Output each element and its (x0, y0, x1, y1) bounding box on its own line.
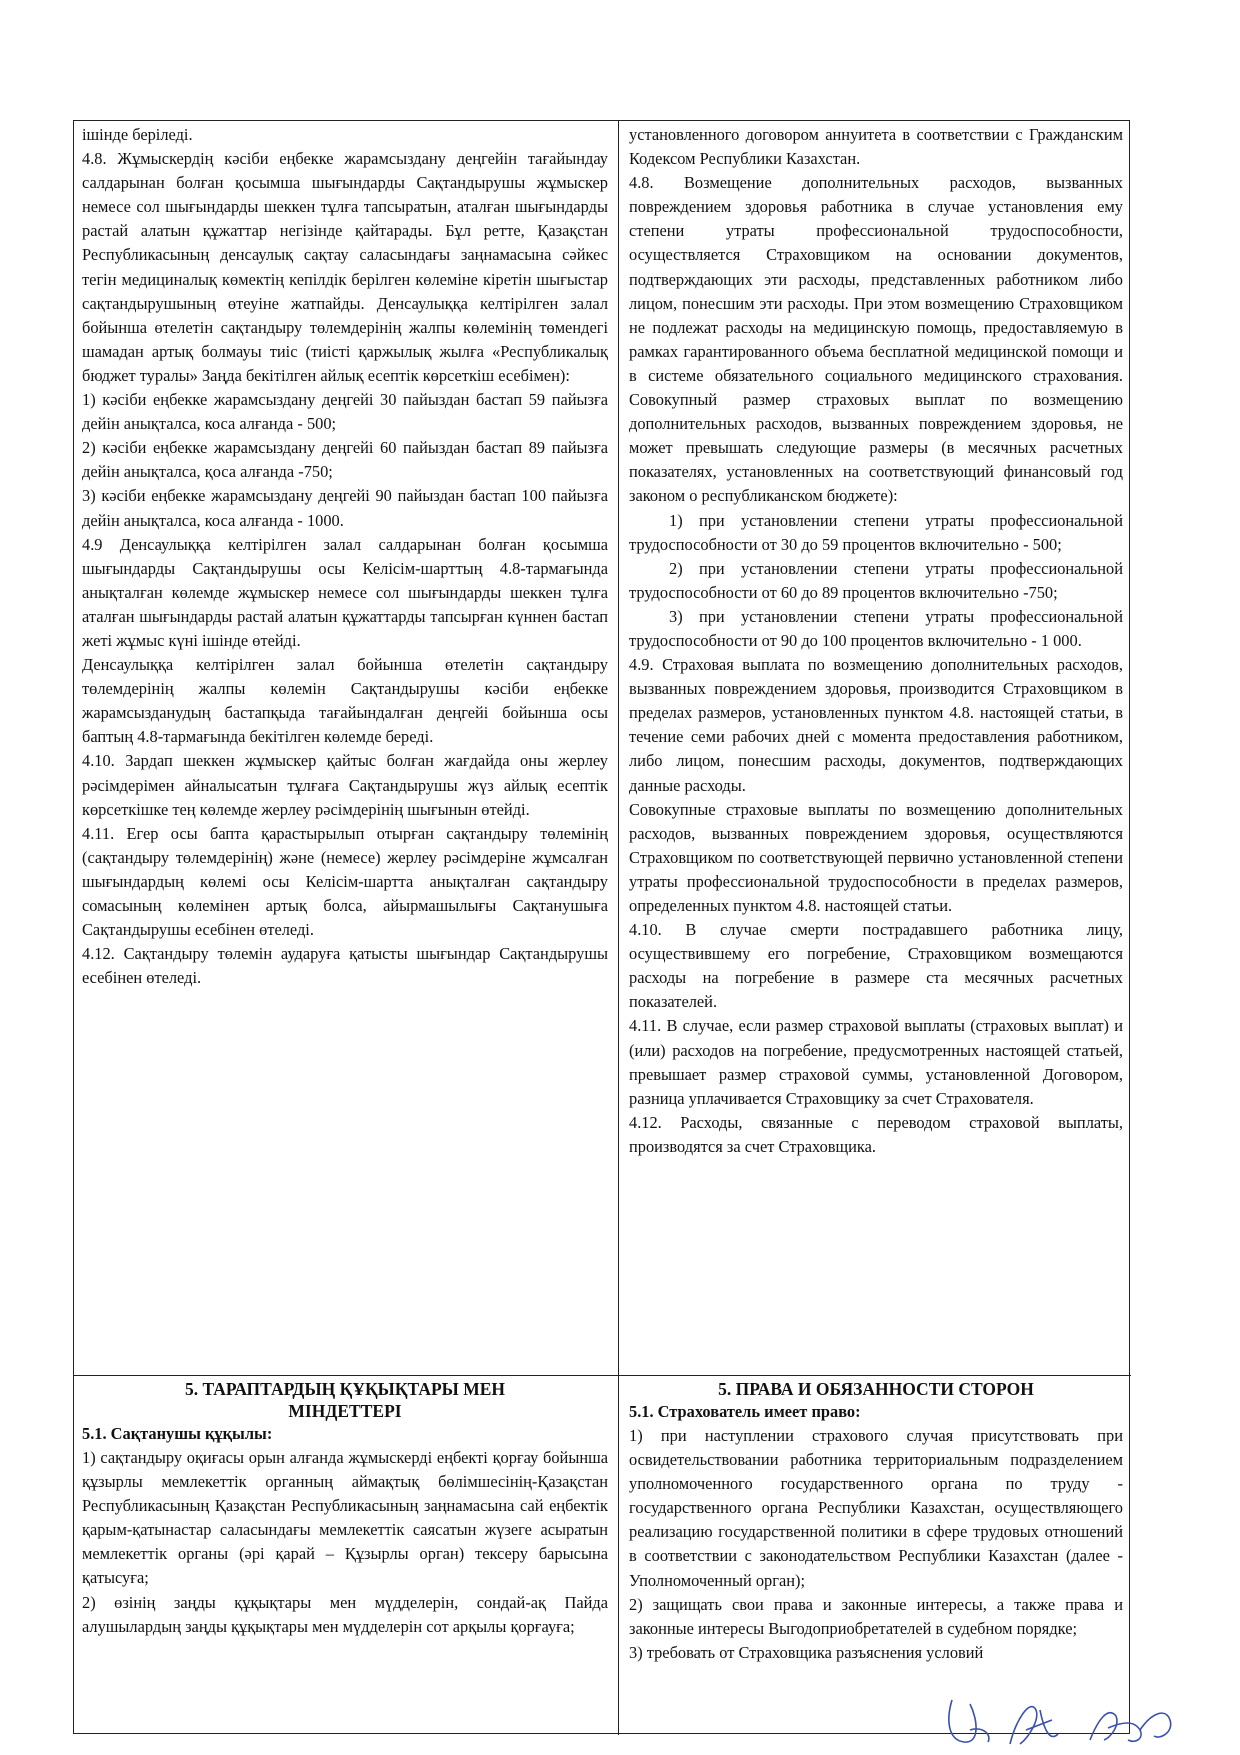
kz-list-item: 1) сақтандыру оқиғасы орын алғанда жұмыскерді еңбекті қорғау бойынша құзырлы мемлекеттік органның аймақтық бөлімшесінің-Қазақстан Республикасының Қазақстан Республикасының заңнамасына сай еңбектік қарым-қатынастар саласындағы мемлекеттік саясатын жүзеге асыратын мемлекеттік органы (әрі қарай – Құзырлы орган) тексеру барысына қатысуға; (82, 1448, 608, 1588)
ru-paragraph: установленного договором аннуитета в соответствии с Гражданским Кодексом Республики Казахстан. (629, 125, 1123, 169)
ru-subheading: 5.1. Страхователь имеет право: (629, 1402, 861, 1421)
ru-paragraph: 4.12. Расходы, связанные с переводом страховой выплаты, производятся за счет Страховщика. (629, 1112, 1123, 1156)
ru-list-item: 1) при наступлении страхового случая присутствовать при освидетельствовании работника территориальным подразделением уполномоченного государственного органа по труду - государственного органа Республики Казахстан, осуществляющего реализацию государственной политики в сфере трудовых отношений в соответствии с законодательством Республики Казахстан (далее - Уполномоченный орган); (629, 1426, 1123, 1590)
ru-paragraph: 2) при установлении степени утраты профессиональной трудоспособности от 60 до 89 процентов включительно -750; (629, 558, 1123, 602)
kz-paragraph: 4.10. Зардап шеккен жұмыскер қайтыс болған жағдайда оны жерлеу рәсімдерімен айналысатын тұлғаға Сақтандырушы жүз айлық есептік көрсеткішке тең көлемде жерлеу рәсімдерінің шығынын өтейді. (82, 751, 608, 819)
kz-section-heading: 5. ТАРАПТАРДЫҢ ҚҰҚЫҚТАРЫ МЕН (184, 1379, 506, 1399)
kz-column-bottom (74, 1376, 619, 1735)
kz-section-heading-line2: МІНДЕТТЕРІ (288, 1401, 402, 1421)
ru-list-item: 2) защищать свои права и законные интересы, а также права и законные интересы Выгодоприобретателей в судебном порядке; (629, 1594, 1123, 1638)
kz-paragraph: 4.8. Жұмыскердің кәсіби еңбекке жарамсыздану деңгейін тағайындау салдарынан болған қосымша шығындарды Сақтандырушы жұмыскер немесе сол шығындарды шеккен тұлға тапсыратын, аталған шығындарды растай алатын құжаттар негізінде қайтарады. Бұл ретте, Қазақстан Республикасының денсаулық сақтау саласындағы заңнамасына сәйкес тегін медициналық көмектің кепілдік берілген көлеміне кіретін шығыстар сақтандырушының өтеуіне жатпайды. Денсаулыққа келтірілген залал бойынша өтелетін сақтандыру төлемдерінің жалпы көлемінің төмендегі шамадан артық болмауы тиіс (тиісті қаржылық жылға «Республикалық бюджет туралы» Заңда бекітілген айлық есептік көрсеткіш есебімен): (82, 149, 608, 385)
kz-column-top (74, 121, 619, 1376)
ru-column-bottom (619, 1376, 1131, 1735)
ru-paragraph: Совокупные страховые выплаты по возмещению дополнительных расходов, вызванных повреждением здоровья, осуществляются Страховщиком по соответствующей первично установленной степени утраты профессиональной трудоспособности в пределах размеров, определенных пунктом 4.8. настоящей статьи. (629, 799, 1123, 915)
kz-paragraph: 3) кәсіби еңбекке жарамсыздану деңгейі 90 пайыздан бастап 100 пайызға дейін анықталса, коса алғанда - 1000. (82, 486, 608, 530)
ru-paragraph: 4.10. В случае смерти пострадавшего работника лицу, осуществившему его погребение, Страховщиком возмещаются расходы на погребение в размере ста месячных расчетных показателей. (629, 920, 1123, 1012)
kz-subheading: 5.1. Сақтанушы құқылы: (82, 1424, 273, 1443)
kz-paragraph: 4.12. Сақтандыру төлемін аударуға қатысты шығындар Сақтандырушы есебінен өтеледі. (82, 944, 608, 988)
signature-icon (940, 1690, 1190, 1750)
ru-paragraph: 4.11. В случае, если размер страховой выплаты (страховых выплат) и (или) расходов на погребение, предусмотренных настоящей статьей, превышает размер страховой суммы, установленной Договором, разница уплачивается Страховщику за счет Страхователя. (629, 1016, 1123, 1108)
ru-paragraph: 3) при установлении степени утраты профессиональной трудоспособности от 90 до 100 процентов включительно - 1 000. (629, 606, 1123, 650)
kz-paragraph: ішінде беріледі. (82, 125, 193, 144)
bilingual-contract-table (73, 120, 1130, 1734)
ru-paragraph: 1) при установлении степени утраты профессиональной трудоспособности от 30 до 59 процентов включительно - 500; (629, 510, 1123, 554)
kz-paragraph: 1) кәсіби еңбекке жарамсыздану деңгейі 30 пайыздан бастап 59 пайызға дейін анықталса, коса алғанда - 500; (82, 390, 608, 434)
kz-paragraph: 2) кәсіби еңбекке жарамсыздану деңгейі 60 пайыздан бастап 89 пайызға дейін анықталса, қоса алғанда -750; (82, 438, 608, 482)
kz-paragraph: Денсаулыққа келтірілген залал бойынша өтелетін сақтандыру төлемдерінің жалпы көлемін Сақтандырушы кәсіби еңбекке жарамсызданудың бастапқыда тағайындалған деңгейі бойынша осы баптың 4.8-тармағында бекітілген көлемде береді. (82, 655, 608, 747)
kz-paragraph: 4.9 Денсаулыққа келтірілген залал салдарынан болған қосымша шығындарды Сақтандырушы осы Келісім-шарттың 4.8-тармағында анықталған көлемде жұмыскер немесе сол шығындарды шеккен тұлға аталған шығындарды растай алатын құжаттарды тапсырған күннен бастап жеті жұмыс күні ішінде өтейді. (82, 534, 608, 650)
kz-paragraph: 4.11. Егер осы бапта қарастырылып отырған сақтандыру төлемінің (сақтандыру төлемдерінің) және (немесе) жерлеу рәсімдеріне жұмсалған шығындардың көлемі осы Келісім-шартта анықталған сақтандыру сомасының көлемінен артық болса, айырмашылығы Сақтанушыға Сақтандырушы есебінен өтеледі. (82, 823, 608, 940)
handwritten-signatures (940, 1690, 1190, 1750)
ru-paragraph: 4.9. Страховая выплата по возмещению дополнительных расходов, вызванных повреждением здоровья, производится Страховщиком в пределах размеров, установленных пунктом 4.8. настоящей статьи, в течение семи рабочих дней с момента предоставления работником, либо лицом, понесшим расходы, документов, подтверждающих данные расходы. (629, 655, 1123, 795)
ru-list-item: 3) требовать от Страховщика разъяснения условий (629, 1642, 984, 1662)
kz-list-item: 2) өзінің заңды құқықтары мен мүдделерін, сондай-ақ Пайда алушылардың заңды құқықтары мен мүдделерін сот арқылы қорғауға; (82, 1592, 608, 1636)
ru-paragraph: 4.8. Возмещение дополнительных расходов, вызванных повреждением здоровья работника в случае установления ему степени утраты профессиональной трудоспособности, осуществляется Страховщиком на основании документов, подтверждающих эти расходы, представленных работником либо лицом, понесшим эти расходы. При этом возмещению Страховщиком не подлежат расходы на медицинскую помощь, предоставляемую в рамках гарантированного объема бесплатной медицинской помощи и в системе обязательного социального медицинского страхования. Совокупный размер страховых выплат по возмещению дополнительных расходов, вызванных повреждением здоровья, не может превышать следующие размеры (в месячных расчетных показателях, установленных на соответствующий финансовый год законом о республиканском бюджете): (629, 173, 1123, 506)
ru-column-top (619, 121, 1131, 1376)
ru-section-heading: 5. ПРАВА И ОБЯЗАННОСТИ СТОРОН (718, 1379, 1034, 1399)
